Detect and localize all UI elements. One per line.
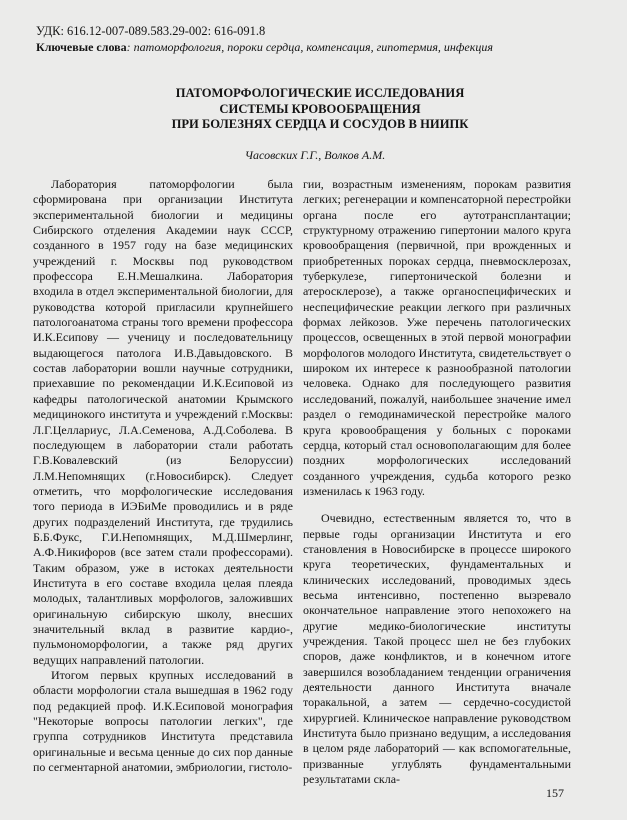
keywords-text: : патоморфология, пороки сердца, компенсация, гипотермия, инфекция [126, 40, 493, 54]
left-column [33, 177, 293, 775]
title-line-1: ПАТОМОРФОЛОГИЧЕСКИЕ ИССЛЕДОВАНИЯ [175, 86, 465, 100]
udc-code: УДК: 616.12-007-089.583.29-002: 616-091.8 [36, 24, 266, 38]
right-column [303, 177, 571, 787]
left-paragraph-2: Итогом первых крупных исследований в области морфологии стала вышедшая в 1962 году под редакцией проф. И.К.Есиповой монография "Некоторые вопросы патологии легких", где группа сотрудников Института представила оригинальные и весьма ценные до сих пор данные по сегментарной анатомии, эмбриологии, гистоло- [33, 668, 293, 775]
authors: Часовских Г.Г., Волков А.М. [244, 148, 386, 162]
article-title [100, 86, 540, 133]
keywords-label: Ключевые слова [36, 40, 127, 54]
right-paragraph-2: Очевидно, естественным является то, что в первые годы организации Института и его становления в Новосибирске в процессе широкого круга теоретических, фундаментальных и клинических исследований, проводимых здесь весьма интенсивно, постепенно вызревало окончательное направление этого непохожего на другие медико-биологические институты учреждения. Такой процесс шел не без глубоких споров, даже конфликтов, и в конечном итоге завершился возобладанием тенденции ограничения деятельности данного Института вначале торакальной, а затем — сердечно-сосудистой хирургией. Клиническое направление руководством Института было признано ведущим, а исследования в целом ряде лабораторий — как вспомогательные, призванные углублять фундаментальными результатами скла- [303, 511, 571, 787]
title-line-3: ПРИ БОЛЕЗНЯХ СЕРДЦА И СОСУДОВ В НИИПК [171, 117, 469, 131]
page-number: 157 [546, 786, 564, 800]
right-paragraph-1: гии, возрастным изменениям, порокам развития легких; регенерации и компенсаторной перестройки органа после его аутотрансплантации; структурному отражению гипертонии малого круга кровообращения (первичной, при врожденных и приобретенных пороках сердца, пневмосклерозах, туберкулезе, гипертонической болезни и атеросклерозе), а также органоспецифических и неспецифические реакции легкого при различных формах лейкозов. Уже перечень патологических процессов, освещенных в этой первой монографии морфологов молодого Института, свидетельствует о широком их интересе к разнообразной патологии человека. Однако для последующего развития исследований, пожалуй, наибольшее значение имел раздел о гемодинамической перестройке малого круга кровообращения у больных с пороками сердца, который стал основополагающим для более поздних морфологических исследований созданного учреждения, судьба которого резко изменилась к 1963 году. [303, 177, 571, 498]
left-paragraph-1: Лаборатория патоморфологии была сформирована при организации Института экспериментальной биологии и медицины Сибирского отделения Академии наук СССР, созданного в 1957 году на базе медицинских учреждений г. Москвы под руководством профессора Е.Н.Мешалкина. Лаборатория входила в отдел экспериментальной биологии, для руководства которой пригласили крупнейшего патологоанатома страны того времени профессора И.К.Есипову — ученицу и последовательницу выдающегося патолога И.В.Давыдовского. В состав лаборатории вошли научные сотрудники, приехавшие по рекомендации И.К.Есиповой из кафедры патологической анатомии Крымского медицинокого института и учреждений г.Москвы: Л.Г.Целлариус, Л.А.Семенова, А.Д.Соболева. В последующем в лаборатории стали работать Г.В.Ковалевский (из Белоруссии) Л.М.Непомнящих (г.Новосибирск). Следует отметить, что морфологические исследования того периода в ИЭБиМе проводились и в ряде других подразделений Института, где трудились Б.Б.Фукс, Г.И.Непомнящих, М.Д.Шмерлинг, А.Ф.Никифоров (все затем стали профессорами). Таким образом, уже в истоках деятельности Института в его составе входила целая плеяда молодых, талантливых морфологов, заложивших оригинальную сибирскую школу, внесших значительный вклад в развитие кардио-, пульмономорфологии, а также ряд других ведущих направлений патологии. [33, 177, 293, 667]
title-line-2: СИСТЕМЫ КРОВООБРАЩЕНИЯ [219, 101, 421, 116]
keywords-line [36, 40, 493, 55]
